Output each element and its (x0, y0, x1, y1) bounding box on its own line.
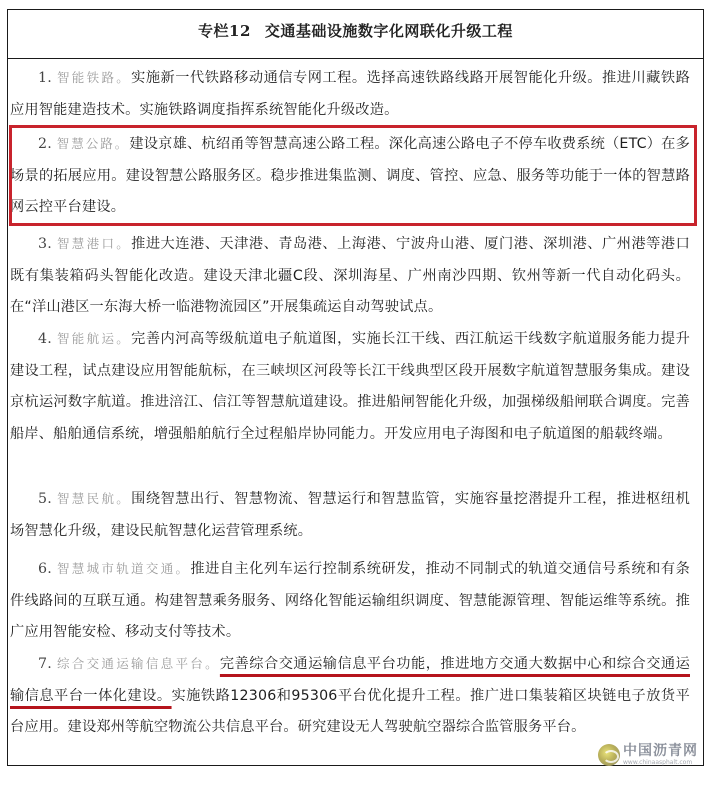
watermark-name: 中国沥青网 (623, 743, 698, 759)
section-heading: 智能航运。 (56, 331, 132, 346)
section-number: 7. (38, 656, 52, 672)
column-title-text: 交通基础设施数字化网联化升级工程 (264, 22, 513, 40)
section-number: 6. (38, 561, 52, 577)
asphalt-logo-icon (598, 744, 620, 766)
section-body: 推进大连港、天津港、青岛港、上海港、宁波舟山港、厦门港、深圳港、广州港等港口既有集装箱码头智能化改造。建设天津北疆C段、深圳海星、广州南沙四期、钦州等新一代自动化码头。在“洋山港区一东海大桥一临港物流园区”开展集疏运自动驾驶试点。 (10, 236, 690, 315)
section-number: 2. (38, 136, 52, 152)
column-title (8, 20, 703, 41)
section-number: 3. (38, 236, 52, 252)
section-smart-port (10, 228, 690, 324)
section-heading: 智慧民航。 (56, 491, 132, 506)
section-number: 5. (38, 491, 52, 507)
section-body: 实施新一代铁路移动通信专网工程。选择高速铁路线路开展智能化升级。推进川藏铁路应用智能建造技术。实施铁路调度指挥系统智能化升级改造。 (10, 70, 690, 118)
column-header (8, 10, 703, 59)
section-heading: 智慧公路。 (56, 136, 130, 151)
section-number: 1. (38, 70, 52, 86)
section-heading: 智慧港口。 (56, 236, 132, 251)
section-body: 推进自主化列车运行控制系统研发，推动不同制式的轨道交通信号系统和有条件线路间的互联互通。构建智慧乘务服务、网络化智能运输组织调度、智慧能源管理、智能运维等系统。推广应用智能安检、移动支付等技术。 (10, 561, 690, 640)
underlined-body: 完善综合交通运输信息平台功能，推进地方交通大数据中心和综合交通运输信息平台一体化建设。 (10, 656, 690, 704)
section-smart-urban-rail (10, 553, 690, 649)
section-smart-civil-aviation (10, 483, 690, 547)
watermark (598, 744, 698, 766)
section-smart-railway (10, 62, 690, 126)
section-heading: 智能铁路。 (56, 70, 132, 85)
section-body: 完善内河高等级航道电子航道图，实施长江干线、西江航运干线数字航道服务能力提升建设工程，试点建设应用智能航标，在三峡坝区河段等长江干线典型区段开展数字航道智慧服务集成。建设京杭运河数字航道。推进涪江、信江等智慧航道建设。推进船闸智能化升级，加强梯级船闸联合调度。完善船岸、船舶通信系统，增强船舶航行全过程船岸协同能力。开发应用电子海图和电子航道图的船载终端。 (10, 331, 690, 442)
section-body: 围绕智慧出行、智慧物流、智慧运行和智慧监管，实施容量挖潜提升工程，推进枢纽机场智慧化升级，建设民航智慧化运营管理系统。 (10, 491, 690, 539)
section-body: 实施铁路12306和95306平台优化提升工程。推广进口集装箱区块链电子放货平台应用。建设郑州等航空物流公共信息平台。研究建设无人驾驶航空器综合监管服务平台。 (10, 687, 690, 735)
column-number: 专栏12 (198, 22, 251, 40)
section-smart-highway (10, 128, 690, 224)
section-integrated-transport-info-platform (10, 648, 690, 744)
watermark-url: www.chinaasphalt.com (623, 759, 693, 766)
section-heading: 综合交通运输信息平台。 (56, 656, 220, 671)
section-smart-shipping (10, 323, 690, 450)
section-heading: 智慧城市轨道交通。 (56, 561, 191, 576)
section-number: 4. (38, 331, 52, 347)
section-body: 建设京雄、杭绍甬等智慧高速公路工程。深化高速公路电子不停车收费系统（ETC）在多场景的拓展应用。建设智慧公路服务区。稳步推进集监测、调度、管控、应急、服务等功能于一体的智慧路网云控平台建设。 (10, 136, 690, 215)
